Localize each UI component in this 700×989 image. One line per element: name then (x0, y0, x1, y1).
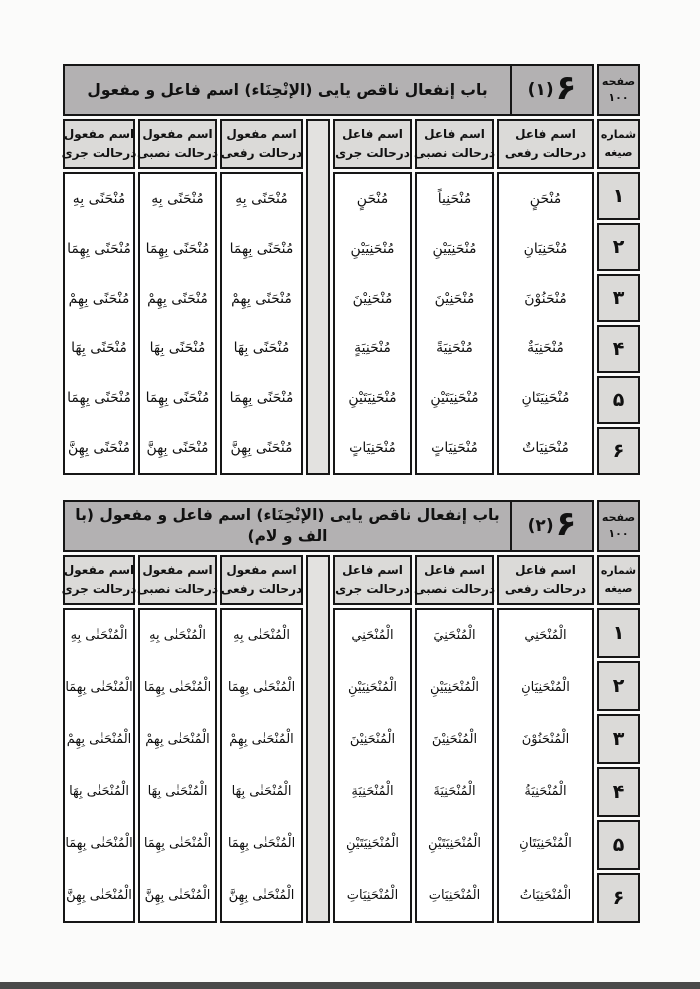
word-cell: مُنْحَنًى بِهِمْ (68, 290, 130, 307)
column-body-mafool-jarri (63, 172, 135, 475)
row-number-cell: ۴ (597, 767, 640, 817)
spine-separator (306, 119, 330, 475)
lesson-part-number: (۲) (527, 516, 554, 536)
word-cell: الْمُنْحَنٰى بِهِ (233, 628, 290, 644)
column-body-fael-jarri (333, 172, 412, 475)
column-serial (597, 119, 640, 475)
page-number: ۱۰۰ (608, 91, 629, 104)
word-cell: مُنْحَنِيَةٍ (354, 340, 391, 357)
serial-header-cell (597, 555, 640, 605)
word-cell: مُنْحَنًى بِهَا (149, 340, 206, 357)
table-title-row (63, 500, 640, 552)
table-title-row (63, 64, 640, 116)
column-header-fael-jarri (333, 555, 412, 605)
column-body-fael-nasbi (415, 608, 494, 923)
column-header-line1: اسم مفعول (142, 126, 213, 141)
word-cell: مُنْحَنًى بِهِنَّ (230, 440, 293, 457)
title-bar (63, 64, 594, 116)
word-cell: الْمُنْحَنٰى بِهِنَّ (66, 887, 132, 903)
word-cell: مُنْحَنًى بِهَا (233, 340, 290, 357)
column-header-fael-jarri (333, 119, 412, 169)
column-fael-jarri (333, 119, 412, 475)
word-cell: الْمُنْحَنِيَاتِ (346, 887, 399, 903)
word-cell: الْمُنْحَنٰى بِهِمَا (227, 835, 296, 851)
word-cell: الْمُنْحَنٰى بِهِمْ (229, 732, 294, 748)
row-number-cell: ۳ (597, 714, 640, 764)
column-mafool-nasbi (138, 555, 217, 923)
word-cell: مُنْحَنِيَتَيْنِ (430, 390, 479, 407)
column-header-mafool-jarri (63, 555, 135, 605)
column-header-line2: درحالت رفعى (220, 582, 303, 596)
row-number-cell: ۲ (597, 661, 640, 711)
word-cell: الْمُنْحَنٰى بِهَا (231, 783, 292, 799)
page-number-box (597, 64, 640, 116)
serial-header-line2: صيغه (604, 582, 633, 595)
column-header-line2: درحالت جرى (335, 146, 410, 160)
word-cell: مُنْحَنًى بِهِ (151, 190, 204, 207)
column-fael-jarri (333, 555, 412, 923)
lesson-number-box (510, 66, 592, 114)
word-cell: الْمُنْحَنٰى بِهَا (147, 783, 208, 799)
row-number-cell: ۵ (597, 820, 640, 870)
word-cell: مُنْحَنًى بِهِمْ (231, 290, 292, 307)
word-cell: الْمُنْحَنِيَاتُ (519, 887, 572, 903)
column-header-line2: درحالت جرى (61, 146, 137, 160)
column-fael-nasbi (415, 119, 494, 475)
lesson-part-number: (۱) (527, 80, 554, 100)
column-header-line1: اسم فاعل (515, 562, 576, 577)
lesson-number-box (510, 502, 592, 550)
word-cell: مُنْحَنِيْنَ (352, 290, 393, 307)
column-mafool-jarri (63, 555, 135, 923)
column-body-mafool-jarri (63, 608, 135, 923)
lesson-number: ۶ (555, 504, 577, 544)
word-cell: الْمُنْحَنٰى بِهِنَّ (144, 887, 211, 903)
column-header-mafool-nasbi (138, 555, 217, 605)
table-grid (63, 555, 640, 923)
word-cell: الْمُنْحَنِيَتَانِ (519, 835, 572, 851)
word-cell: مُنْحَنِيَاتٍ (431, 440, 478, 457)
word-cell: مُنْحَنِيَةً (436, 340, 473, 357)
word-cell: مُنْحَنًى بِهِمْ (147, 290, 208, 307)
word-cell: مُنْحَنِيَتَيْنِ (348, 390, 397, 407)
column-header-line2: درحالت رفعى (220, 146, 303, 160)
word-cell: الْمُنْحَنِيْنَ (349, 732, 396, 748)
column-header-line2: درحالت جرى (61, 582, 137, 596)
row-number-cell: ۱ (597, 172, 640, 220)
page-label: صفحه (601, 75, 636, 89)
word-cell: مُنْحَنًى بِهِمَا (229, 240, 294, 257)
column-fael-rafi (497, 555, 594, 923)
column-mafool-rafi (220, 119, 303, 475)
row-number-cell: ۶ (597, 873, 640, 923)
word-cell: مُنْحَنٍ (356, 190, 389, 207)
column-header-fael-nasbi (415, 119, 494, 169)
word-cell: الْمُنْحَنٰى بِهِمَا (227, 680, 296, 696)
column-mafool-nasbi (138, 119, 217, 475)
word-cell: الْمُنْحَنِيَةِ (351, 783, 394, 799)
word-cell: الْمُنْحَنُوْنَ (521, 732, 570, 748)
word-cell: مُنْحَنِيَةٌ (527, 340, 564, 357)
word-cell: مُنْحَنِيَتَانِ (521, 390, 570, 407)
lesson-number: ۶ (555, 68, 577, 108)
word-cell: الْمُنْحَنٰى بِهَا (69, 783, 129, 799)
word-cell: مُنْحَنٍ (529, 190, 562, 207)
word-cell: الْمُنْحَنِيَيْنِ (347, 680, 398, 696)
word-cell: مُنْحَنًى بِهِ (72, 190, 126, 207)
word-cell: الْمُنْحَنِي (351, 628, 394, 644)
column-header-line1: اسم فاعل (342, 126, 403, 141)
column-header-mafool-jarri (63, 119, 135, 169)
word-cell: الْمُنْحَنِيَتَيْنِ (428, 835, 481, 851)
column-body-fael-rafi (497, 608, 594, 923)
word-cell: الْمُنْحَنٰى بِهِمْ (145, 732, 210, 748)
column-header-line1: اسم فاعل (424, 126, 485, 141)
column-header-line1: اسم فاعل (424, 562, 485, 577)
column-mafool-jarri (63, 119, 135, 475)
column-separator (306, 555, 330, 923)
word-cell: مُنْحَنًى بِهَا (71, 340, 127, 357)
word-cell: مُنْحَنِيْنَ (434, 290, 475, 307)
word-cell: مُنْحَنِيَيْنِ (350, 240, 395, 257)
word-cell: الْمُنْحَنِيْنَ (431, 732, 478, 748)
word-cell: مُنْحَنُوْنَ (524, 290, 567, 307)
column-header-line2: درحالت نصبى (414, 146, 495, 160)
table-title: باب إنفعال ناقص يايى (الإنْحِنَاء) اسم فاعل و مفعول (با الف و لام) (75, 506, 500, 545)
column-serial (597, 555, 640, 923)
word-cell: الْمُنْحَنِيَانِ (521, 680, 570, 696)
word-cell: مُنْحَنِيَانِ (523, 240, 568, 257)
column-body-mafool-rafi (220, 608, 303, 923)
column-header-line2: درحالت نصبى (137, 582, 218, 596)
row-number-cell: ۱ (597, 608, 640, 658)
column-fael-rafi (497, 119, 594, 475)
word-cell: الْمُنْحَنِيَةُ (524, 783, 567, 799)
column-header-line1: اسم فاعل (515, 126, 576, 141)
row-number-cell: ۲ (597, 223, 640, 271)
column-body-fael-jarri (333, 608, 412, 923)
word-cell: الْمُنْحَنٰى بِهِ (149, 628, 206, 644)
word-cell: مُنْحَنًى بِهِمَا (67, 390, 131, 407)
word-cell: مُنْحَنًى بِهِمَا (145, 390, 210, 407)
conjugation-table-2 (63, 500, 640, 923)
word-cell: الْمُنْحَنِيَيْنِ (429, 680, 480, 696)
column-header-line1: اسم مفعول (226, 126, 297, 141)
word-cell: الْمُنْحَنٰى بِهِمَا (65, 680, 133, 696)
word-cell: مُنْحَنِيَيْنِ (432, 240, 477, 257)
serial-header-cell (597, 119, 640, 169)
word-cell: الْمُنْحَنِيَ (433, 628, 476, 644)
scan-bottom-edge (0, 982, 700, 989)
word-cell: الْمُنْحَنِيَاتِ (428, 887, 481, 903)
page-number: ۱۰۰ (608, 527, 629, 540)
column-header-line2: درحالت جرى (335, 582, 410, 596)
column-header-line1: اسم فاعل (342, 562, 403, 577)
column-body-mafool-nasbi (138, 172, 217, 475)
column-header-line2: درحالت نصبى (414, 582, 495, 596)
column-fael-nasbi (415, 555, 494, 923)
column-header-line2: درحالت رفعى (504, 146, 587, 160)
word-cell: مُنْحَنِيَاتٍ (349, 440, 396, 457)
table-grid (63, 119, 640, 475)
word-cell: مُنْحَنِياً (437, 190, 472, 207)
column-header-mafool-rafi (220, 119, 303, 169)
word-cell: الْمُنْحَنِي (524, 628, 567, 644)
spine-separator (306, 555, 330, 923)
serial-header-line1: شماره (600, 564, 637, 578)
column-header-fael-rafi (497, 555, 594, 605)
column-header-line1: اسم مفعول (63, 126, 135, 141)
column-body-mafool-nasbi (138, 608, 217, 923)
row-number-cell: ۳ (597, 274, 640, 322)
word-cell: مُنْحَنًى بِهِمَا (67, 240, 131, 257)
word-cell: مُنْحَنًى بِهِ (235, 190, 288, 207)
word-cell: الْمُنْحَنٰى بِهِمَا (65, 835, 133, 851)
word-cell: الْمُنْحَنٰى بِهِنَّ (228, 887, 295, 903)
word-cell: الْمُنْحَنٰى بِهِمْ (66, 732, 132, 748)
word-cell: مُنْحَنًى بِهِمَا (145, 240, 210, 257)
word-cell: الْمُنْحَنٰى بِهِ (70, 628, 128, 644)
column-mafool-rafi (220, 555, 303, 923)
column-header-line1: اسم مفعول (63, 562, 135, 577)
word-cell: مُنْحَنِيَاتٌ (522, 440, 569, 457)
page-label: صفحه (601, 511, 636, 525)
column-body-fael-nasbi (415, 172, 494, 475)
word-cell: الْمُنْحَنِيَةَ (433, 783, 476, 799)
word-cell: مُنْحَنًى بِهِنَّ (146, 440, 209, 457)
word-cell: الْمُنْحَنٰى بِهِمَا (143, 835, 212, 851)
column-header-fael-rafi (497, 119, 594, 169)
title-bar (63, 500, 594, 552)
word-cell: الْمُنْحَنٰى بِهِمَا (143, 680, 212, 696)
serial-header-line2: صيغه (604, 146, 633, 159)
column-header-mafool-nasbi (138, 119, 217, 169)
row-number-cell: ۶ (597, 427, 640, 475)
conjugation-table-1 (63, 64, 640, 475)
page-number-box (597, 500, 640, 552)
column-header-line2: درحالت رفعى (504, 582, 587, 596)
serial-header-line1: شماره (600, 128, 637, 142)
word-cell: الْمُنْحَنِيَتَيْنِ (346, 835, 399, 851)
row-number-cell: ۴ (597, 325, 640, 373)
column-separator (306, 119, 330, 475)
column-header-line1: اسم مفعول (142, 562, 213, 577)
column-header-mafool-rafi (220, 555, 303, 605)
word-cell: مُنْحَنًى بِهِنَّ (67, 440, 131, 457)
word-cell: مُنْحَنًى بِهِمَا (229, 390, 294, 407)
table-title: باب إنفعال ناقص يايى (الإنْحِنَاء) اسم فاعل و مفعول (87, 80, 488, 99)
column-body-mafool-rafi (220, 172, 303, 475)
column-header-fael-nasbi (415, 555, 494, 605)
column-header-line1: اسم مفعول (226, 562, 297, 577)
column-header-line2: درحالت نصبى (137, 146, 218, 160)
column-body-fael-rafi (497, 172, 594, 475)
row-number-cell: ۵ (597, 376, 640, 424)
